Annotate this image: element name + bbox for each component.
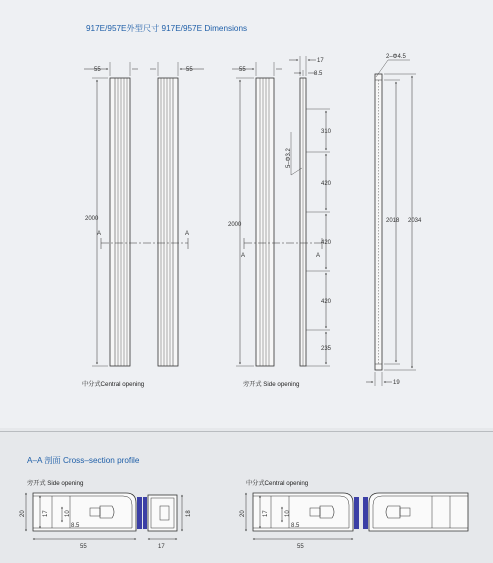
central-opening-view [84,62,204,366]
xs-side-lens-left [137,497,142,529]
xs-central-lens-left [354,497,359,529]
xs-side-height-label: 20 [20,510,26,517]
xs-side-lens-right [143,497,147,529]
central-height-label: 2000 [85,216,99,222]
xs-side-width-label: 55 [80,544,87,550]
profile-width-label: 19 [393,380,400,386]
xs-side-caption: 旁开式 Side opening [27,480,84,487]
xs-central-caption: 中分式Central opening [246,480,309,487]
xs-side-offset-label: 10 [65,510,71,517]
side-holes-label: 5–Φ3.2 [286,148,292,168]
side-half-thickness-label: 8.5 [314,71,323,77]
side-segment-5-label: 235 [321,346,332,352]
side-section-a-right: A [316,253,321,259]
side-opening-caption: 旁开式 Side opening [243,381,300,388]
profile-height-1-label: 2018 [386,218,400,224]
profile-height-2-label: 2034 [408,218,422,224]
side-segment-2-label: 420 [321,181,332,187]
side-width-label: 55 [239,67,246,73]
side-segment-4-label: 420 [321,299,332,305]
section-title: A–A 剖面 Cross–section profile [27,456,140,465]
side-opening-view [232,56,330,366]
central-section-a-right: A [185,231,190,237]
side-segment-1-label: 310 [321,129,332,135]
xs-central-height-label: 20 [240,510,246,517]
xs-side-receiver-profile [148,495,177,531]
xs-side-receiver-height-label: 18 [186,510,192,517]
xs-side-inner-height-label: 17 [43,510,49,517]
side-main-bar [256,78,274,366]
central-section-a-left: A [97,231,102,237]
xs-central-lens-right [363,497,368,529]
xs-central-inner-height-label: 17 [263,510,269,517]
xs-central-width-label: 55 [297,544,304,550]
side-section-a-left: A [241,253,246,259]
xs-central-depth-label: 8.5 [291,523,300,529]
side-segment-3-label: 420 [321,240,332,246]
xs-side-depth-label: 8.5 [71,523,80,529]
xs-side-receiver-width-label: 17 [158,544,165,550]
central-width-right-label: 55 [186,67,193,73]
page-title: 917E/957E外型尺寸 917E/957E Dimensions [86,24,248,33]
xs-central-right-profile [369,493,468,531]
side-height-label: 2000 [228,222,242,228]
profile-holes-label: 2–Φ4.5 [386,54,406,60]
central-opening-caption: 中分式Central opening [82,381,145,388]
cross-section-side [26,493,182,539]
xs-central-offset-label: 10 [285,510,291,517]
side-thickness-label: 17 [317,58,324,64]
central-width-left-label: 55 [94,67,101,73]
